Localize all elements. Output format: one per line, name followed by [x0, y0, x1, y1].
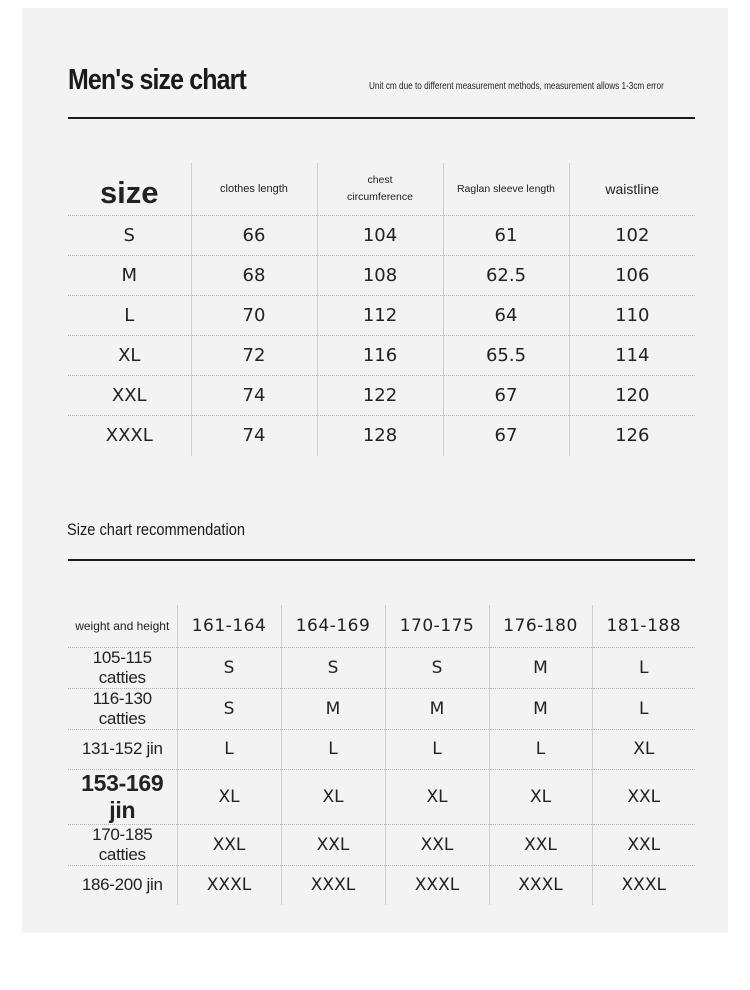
table-cell: M — [489, 647, 592, 688]
table-cell: 65.5 — [443, 336, 569, 376]
table-cell: M — [281, 688, 385, 729]
table-cell: 67 — [443, 416, 569, 456]
table-row — [68, 769, 695, 824]
table-row — [68, 376, 695, 416]
table-cell: XXL — [385, 824, 489, 865]
table-cell: 74 — [191, 416, 317, 456]
table-cell: XXL — [177, 824, 281, 865]
table-cell: L — [385, 729, 489, 769]
table-cell: XL — [281, 769, 385, 824]
size-cell: S — [68, 216, 191, 256]
column-header-chest — [317, 163, 443, 216]
column-header-waistline: waistline — [569, 163, 695, 216]
table-cell: 114 — [569, 336, 695, 376]
table-cell: 126 — [615, 425, 650, 447]
table-row — [68, 688, 695, 729]
table-cell: 61 — [443, 216, 569, 256]
page-title: Men's size chart — [68, 64, 246, 96]
table-cell: 72 — [191, 336, 317, 376]
table-cell: 106 — [569, 256, 695, 296]
table-row — [68, 647, 695, 688]
weight-label: 116-130 catties — [68, 688, 177, 729]
table-cell: S — [177, 647, 281, 688]
table-row — [68, 416, 695, 456]
column-header-clothes-length — [191, 163, 317, 216]
table-cell: 67 — [443, 376, 569, 416]
table-cell: 66 — [191, 216, 317, 256]
table-cell: 116 — [317, 336, 443, 376]
table-cell: 64 — [443, 296, 569, 336]
table-cell: 68 — [191, 256, 317, 296]
table-cell: L — [592, 688, 695, 729]
table-row — [68, 256, 695, 296]
chest-label: chest circumference — [347, 174, 413, 203]
size-table — [68, 163, 695, 456]
column-header-height: 176-180 — [489, 605, 592, 647]
table-cell: 62.5 — [443, 256, 569, 296]
table-row — [68, 729, 695, 769]
weight-label: 105-115 catties — [68, 647, 177, 688]
size-cell: XXL — [68, 376, 191, 416]
column-header-height: 181-188 — [592, 605, 695, 647]
title-divider — [68, 117, 695, 119]
column-header-size: size — [68, 163, 191, 216]
table-cell: 70 — [191, 296, 317, 336]
column-header-sleeve: Raglan sleeve length — [443, 163, 569, 216]
weight-label: 131-152 jin — [68, 729, 177, 769]
column-header-height: 164-169 — [281, 605, 385, 647]
table-row — [68, 296, 695, 336]
table-cell: 104 — [317, 216, 443, 256]
recommendation-divider — [68, 559, 695, 561]
table-cell: 128 — [317, 416, 443, 456]
size-cell: XL — [68, 336, 191, 376]
table-cell: 112 — [317, 296, 443, 336]
weight-label: 186-200 jin — [68, 865, 177, 905]
table-cell: XXXL — [621, 875, 666, 896]
table-cell: XL — [489, 769, 592, 824]
table-cell: M — [489, 688, 592, 729]
table-cell: 102 — [569, 216, 695, 256]
table-cell: S — [385, 647, 489, 688]
table-cell: XXXL — [281, 865, 385, 905]
table-cell: S — [177, 688, 281, 729]
table-cell: L — [592, 647, 695, 688]
column-header-height: 161-164 — [177, 605, 281, 647]
recommendation-header — [68, 605, 695, 647]
table-cell: L — [177, 729, 281, 769]
table-cell: 108 — [317, 256, 443, 296]
table-cell: S — [281, 647, 385, 688]
table-cell: XL — [177, 769, 281, 824]
table-cell: L — [489, 729, 592, 769]
weight-label: 170-185 catties — [68, 824, 177, 865]
column-header-height: 170-175 — [385, 605, 489, 647]
table-cell: 74 — [191, 376, 317, 416]
table-cell: 120 — [569, 376, 695, 416]
measurement-note: Unit cm due to different measurement methods, measurement allows 1-3cm error — [369, 80, 664, 92]
table-cell: XL — [592, 729, 695, 769]
size-cell: M — [68, 256, 191, 296]
size-table-header — [68, 163, 695, 216]
table-row — [68, 824, 695, 865]
table-row — [68, 216, 695, 256]
table-cell: 122 — [317, 376, 443, 416]
table-cell: XXL — [592, 769, 695, 824]
table-row — [68, 865, 695, 905]
table-cell: XXXL — [177, 865, 281, 905]
table-cell: XXXL — [385, 865, 489, 905]
table-cell: L — [281, 729, 385, 769]
table-cell: M — [385, 688, 489, 729]
size-cell: XXXL — [68, 416, 191, 456]
table-row — [68, 336, 695, 376]
table-cell: 110 — [569, 296, 695, 336]
table-cell: XXL — [592, 824, 695, 865]
recommendation-title: Size chart recommendation — [67, 520, 245, 539]
weight-label: 153-169 jin — [68, 769, 177, 824]
column-header-weight-height: weight and height — [68, 605, 177, 647]
table-cell: XL — [385, 769, 489, 824]
size-cell: L — [68, 296, 191, 336]
clothes-length-label: clothes length — [220, 182, 288, 195]
table-cell: XXL — [489, 824, 592, 865]
table-cell: XXL — [281, 824, 385, 865]
recommendation-table — [68, 605, 695, 905]
table-cell: XXXL — [489, 865, 592, 905]
